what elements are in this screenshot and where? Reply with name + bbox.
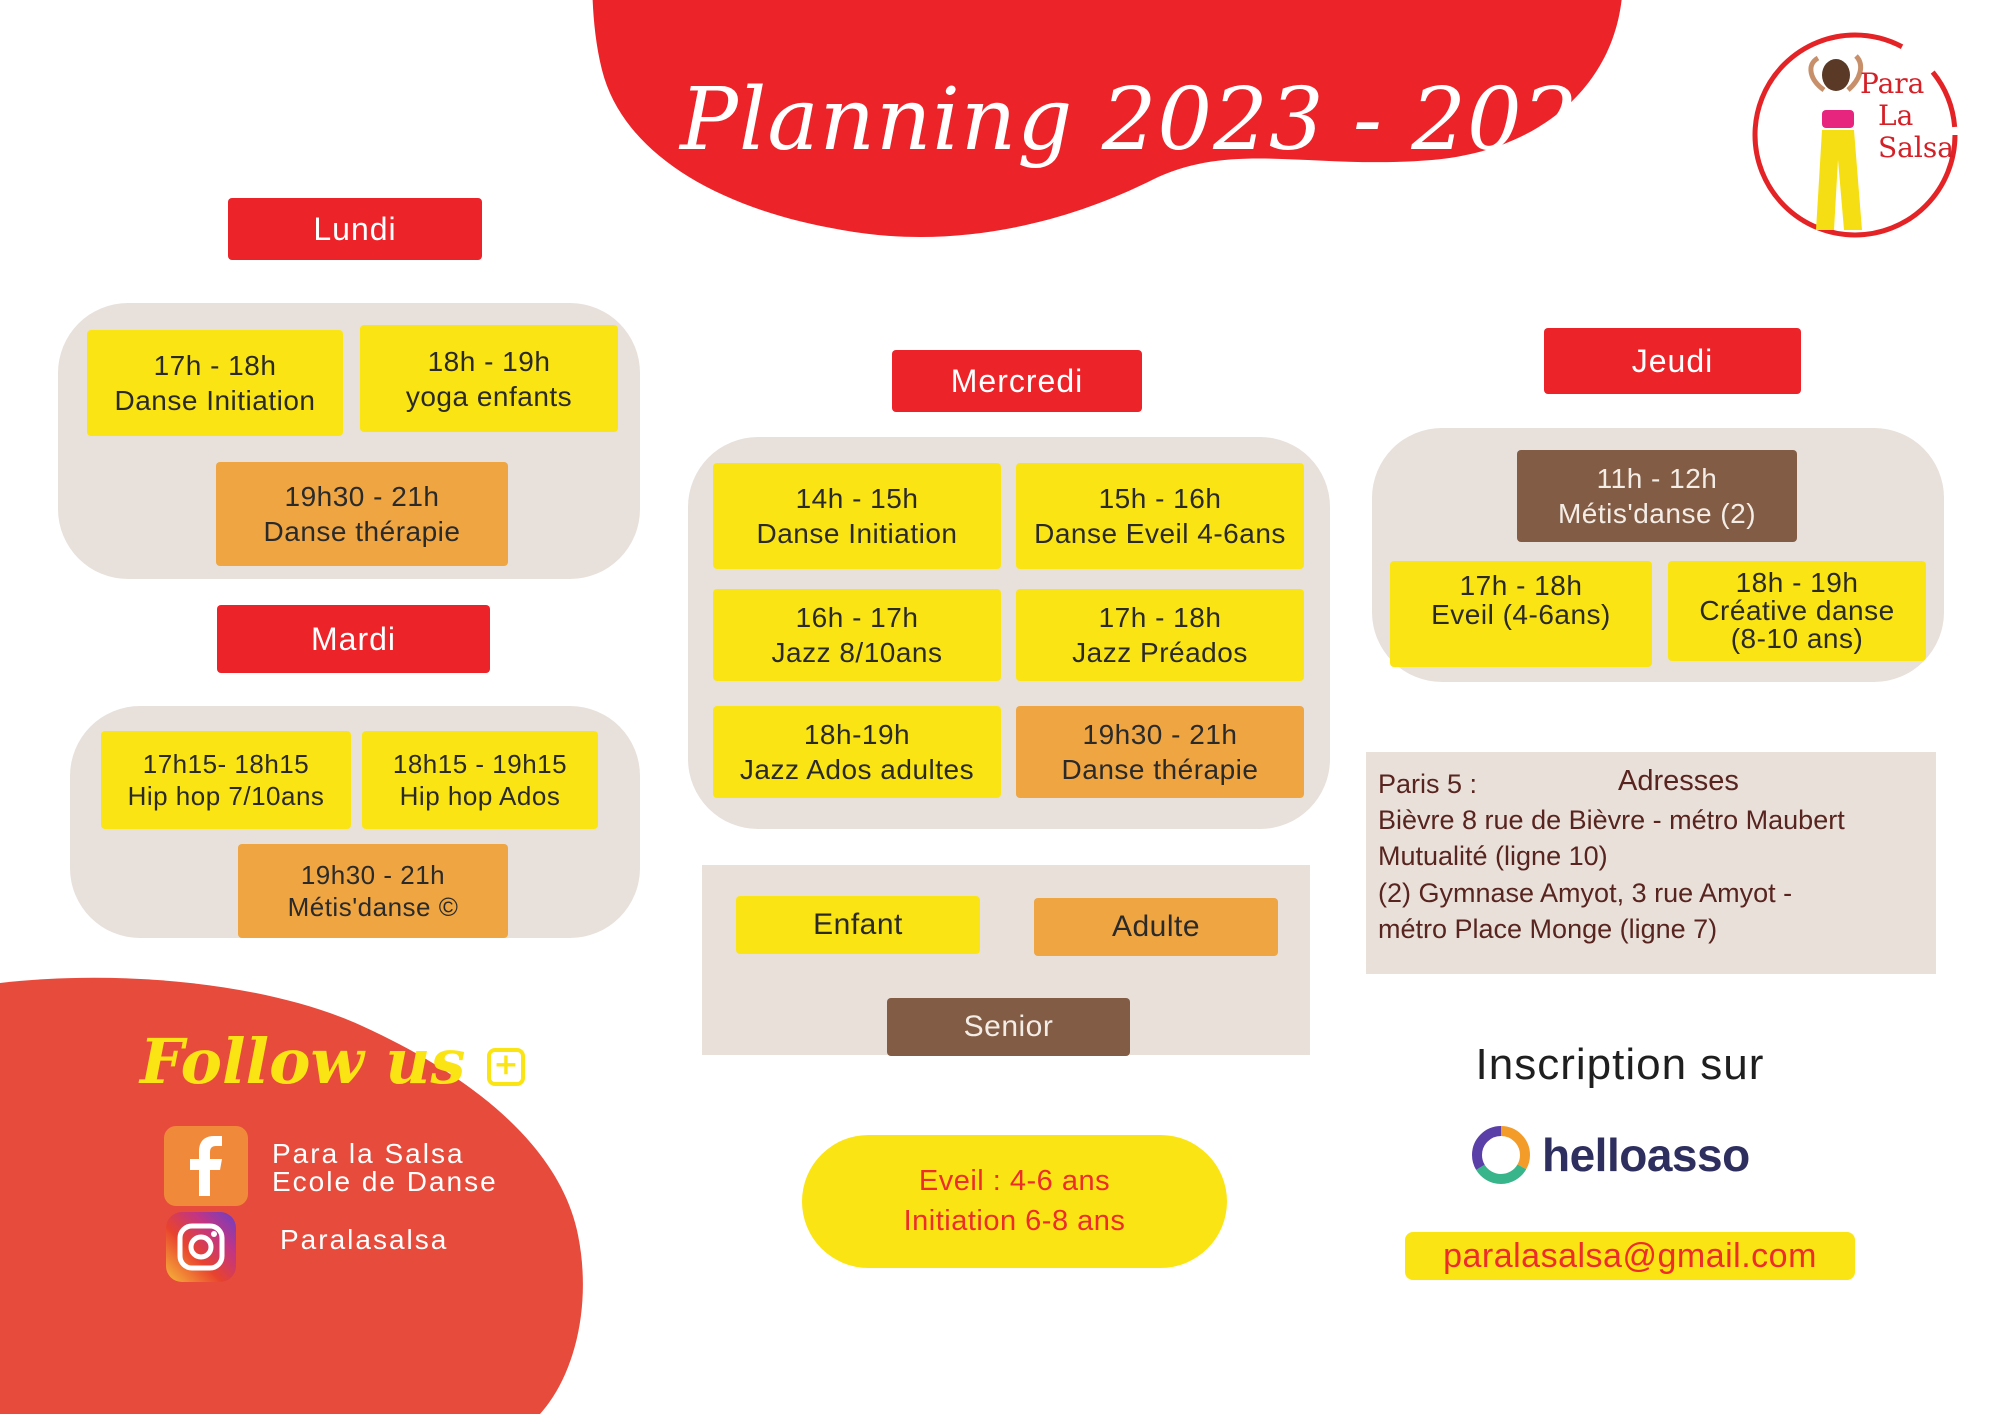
slot-name: Jazz Ados adultes xyxy=(739,754,975,785)
slot-name: Jazz 8/10ans xyxy=(771,637,943,668)
address-line-3: (2) Gymnase Amyot, 3 rue Amyot - xyxy=(1378,877,1793,908)
slot-time: 17h15- 18h15 xyxy=(142,748,310,779)
slot-name: Danse Initiation xyxy=(756,518,958,549)
age-info-initiation: Initiation 6-8 ans xyxy=(903,1204,1126,1237)
jeudi-slot-2 xyxy=(1390,561,1652,667)
mercredi-slot-1 xyxy=(713,463,1001,569)
facebook-icon[interactable] xyxy=(164,1126,248,1206)
slot-name: Danse Initiation xyxy=(114,385,316,416)
helloasso-icon xyxy=(1470,1124,1532,1186)
mercredi-slot-5 xyxy=(713,706,1001,798)
facebook-line-2[interactable]: Ecole de Danse xyxy=(272,1166,498,1197)
logo-text-salsa: Salsa xyxy=(1878,131,1954,165)
lundi-slot-3 xyxy=(216,462,508,566)
legend-adulte: Adulte xyxy=(1034,898,1278,956)
slot-time: 18h15 - 19h15 xyxy=(392,748,568,779)
slot-time: 18h - 19h xyxy=(427,345,551,377)
mercredi-slot-2 xyxy=(1016,463,1304,569)
age-info-eveil: Eveil : 4-6 ans xyxy=(918,1165,1111,1198)
mercredi-slot-6 xyxy=(1016,706,1304,798)
address-line-1: Bièvre 8 rue de Bièvre - métro Maubert xyxy=(1378,805,1845,835)
slot-name: Danse thérapie xyxy=(1061,754,1259,785)
slot-time: 19h30 - 21h xyxy=(1082,719,1238,750)
slot-name: Hip hop Ados xyxy=(399,781,561,811)
mercredi-slot-4 xyxy=(1016,589,1304,681)
page-title: Planning 2023 - 2024 xyxy=(680,70,1635,170)
slot-time: 17h - 18h xyxy=(153,350,277,381)
day-label-jeudi: Jeudi xyxy=(1544,328,1801,394)
facebook-line-1[interactable]: Para la Salsa xyxy=(272,1138,465,1169)
logo-text-para: Para xyxy=(1860,67,1925,100)
logo-text-la: La xyxy=(1878,99,1914,133)
lundi-slot-1 xyxy=(87,330,343,436)
follow-heading-text: Follow us xyxy=(140,1025,466,1098)
mardi-slot-3 xyxy=(238,844,508,938)
slot-name: yoga enfants xyxy=(405,380,573,412)
inscription-label: Inscription sur xyxy=(1475,1040,1765,1089)
slot-extra: (8-10 ans) xyxy=(1730,623,1864,654)
helloasso-link[interactable] xyxy=(1470,1124,1750,1186)
slot-time: 11h - 12h xyxy=(1596,463,1718,494)
legend-senior: Senior xyxy=(887,998,1130,1056)
slot-time: 17h - 18h xyxy=(1098,602,1222,633)
contact-email[interactable]: paralasalsa@gmail.com xyxy=(1405,1232,1855,1280)
slot-time: 19h30 - 21h xyxy=(300,859,446,890)
slot-name: Jazz Préados xyxy=(1072,637,1248,668)
lundi-slot-2 xyxy=(360,325,618,432)
slot-name: Danse thérapie xyxy=(263,516,461,547)
slot-name: Eveil (4-6ans) xyxy=(1431,599,1611,631)
mardi-slot-2 xyxy=(362,731,598,829)
slot-name: Métis'danse © xyxy=(287,892,459,922)
jeudi-slot-3 xyxy=(1668,561,1926,661)
slot-time: 18h - 19h xyxy=(1735,567,1859,598)
plus-icon[interactable]: + xyxy=(487,1048,525,1086)
jeudi-slot-1 xyxy=(1517,450,1797,542)
slot-time: 19h30 - 21h xyxy=(284,481,440,512)
mardi-slot-1 xyxy=(101,731,351,829)
slot-time: 16h - 17h xyxy=(795,602,919,633)
mercredi-slot-3 xyxy=(713,589,1001,681)
age-info-pill xyxy=(802,1135,1227,1268)
legend-enfant: Enfant xyxy=(736,896,980,954)
day-label-mardi: Mardi xyxy=(217,605,490,673)
address-line-4: métro Place Monge (ligne 7) xyxy=(1378,914,1718,945)
slot-name: Créative danse xyxy=(1699,595,1895,626)
follow-heading xyxy=(140,1025,525,1098)
logo xyxy=(1740,20,1970,250)
slot-time: 14h - 15h xyxy=(795,483,919,514)
helloasso-wordmark: helloasso xyxy=(1542,1129,1750,1181)
instagram-icon[interactable] xyxy=(166,1212,236,1282)
address-city: Paris 5 : xyxy=(1378,769,1478,799)
day-label-mercredi: Mercredi xyxy=(892,350,1142,412)
address-line-2: Mutualité (ligne 10) xyxy=(1378,841,1608,872)
addresses-box xyxy=(1366,752,1936,974)
slot-name: Danse Eveil 4-6ans xyxy=(1034,518,1286,549)
slot-time: 15h - 16h xyxy=(1098,483,1222,514)
slot-name: Métis'danse (2) xyxy=(1557,498,1757,529)
addresses-title: Adresses xyxy=(1618,765,1739,797)
slot-time: 18h-19h xyxy=(803,719,911,750)
instagram-handle[interactable]: Paralasalsa xyxy=(280,1224,449,1255)
slot-time: 17h - 18h xyxy=(1459,570,1583,601)
slot-name: Hip hop 7/10ans xyxy=(127,781,325,811)
day-label-lundi: Lundi xyxy=(228,198,482,260)
